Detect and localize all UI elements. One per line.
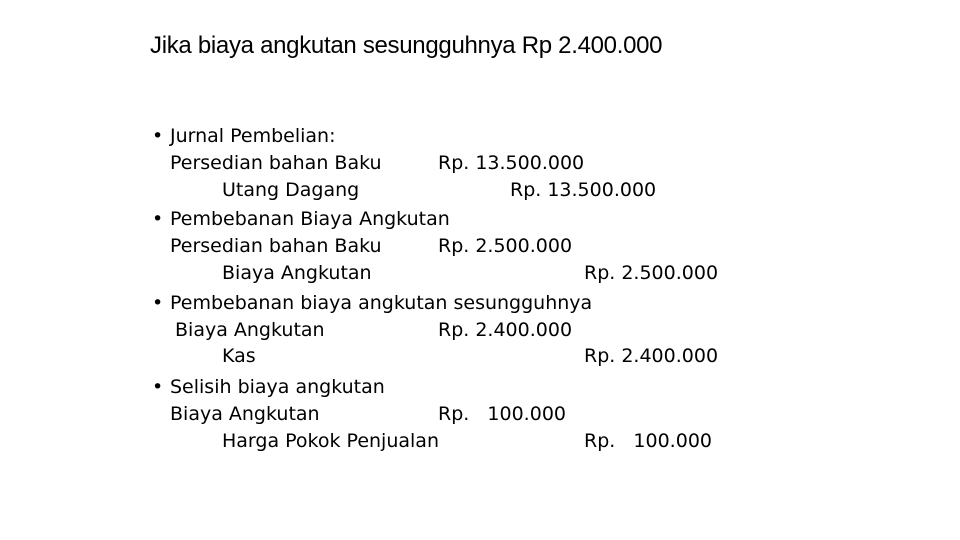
bullet-3: • [152, 292, 164, 314]
section-heading: Jurnal Pembelian: [170, 125, 336, 147]
section-heading: Selisih biaya angkutan [170, 376, 385, 398]
debit-account: Biaya Angkutan [170, 403, 320, 425]
debit-account: Persedian bahan Baku [170, 152, 382, 174]
bullet-1: • [152, 125, 164, 147]
debit-amount: Rp. 2.500.000 [438, 235, 573, 257]
credit-account: Kas [222, 345, 256, 367]
bullet-2: • [152, 208, 164, 230]
credit-amount: Rp. 2.400.000 [584, 345, 719, 367]
bullet-4: • [152, 376, 164, 398]
section-heading: Pembebanan Biaya Angkutan [170, 208, 450, 230]
debit-account: Biaya Angkutan [175, 319, 325, 341]
debit-amount: Rp. 13.500.000 [438, 152, 585, 174]
credit-account: Harga Pokok Penjualan [222, 430, 439, 452]
credit-amount: Rp. 2.500.000 [584, 262, 719, 284]
section-heading: Pembebanan biaya angkutan sesungguhnya [170, 292, 593, 314]
credit-amount: Rp. 100.000 [584, 430, 712, 452]
debit-amount: Rp. 2.400.000 [438, 319, 573, 341]
credit-account: Biaya Angkutan [222, 262, 372, 284]
debit-account: Persedian bahan Baku [170, 235, 382, 257]
credit-amount: Rp. 13.500.000 [510, 179, 657, 201]
credit-account: Utang Dagang [222, 179, 360, 201]
slide-title: Jika biaya angkutan sesungguhnya Rp 2.400.000 [150, 32, 663, 59]
debit-amount: Rp. 100.000 [438, 403, 566, 425]
